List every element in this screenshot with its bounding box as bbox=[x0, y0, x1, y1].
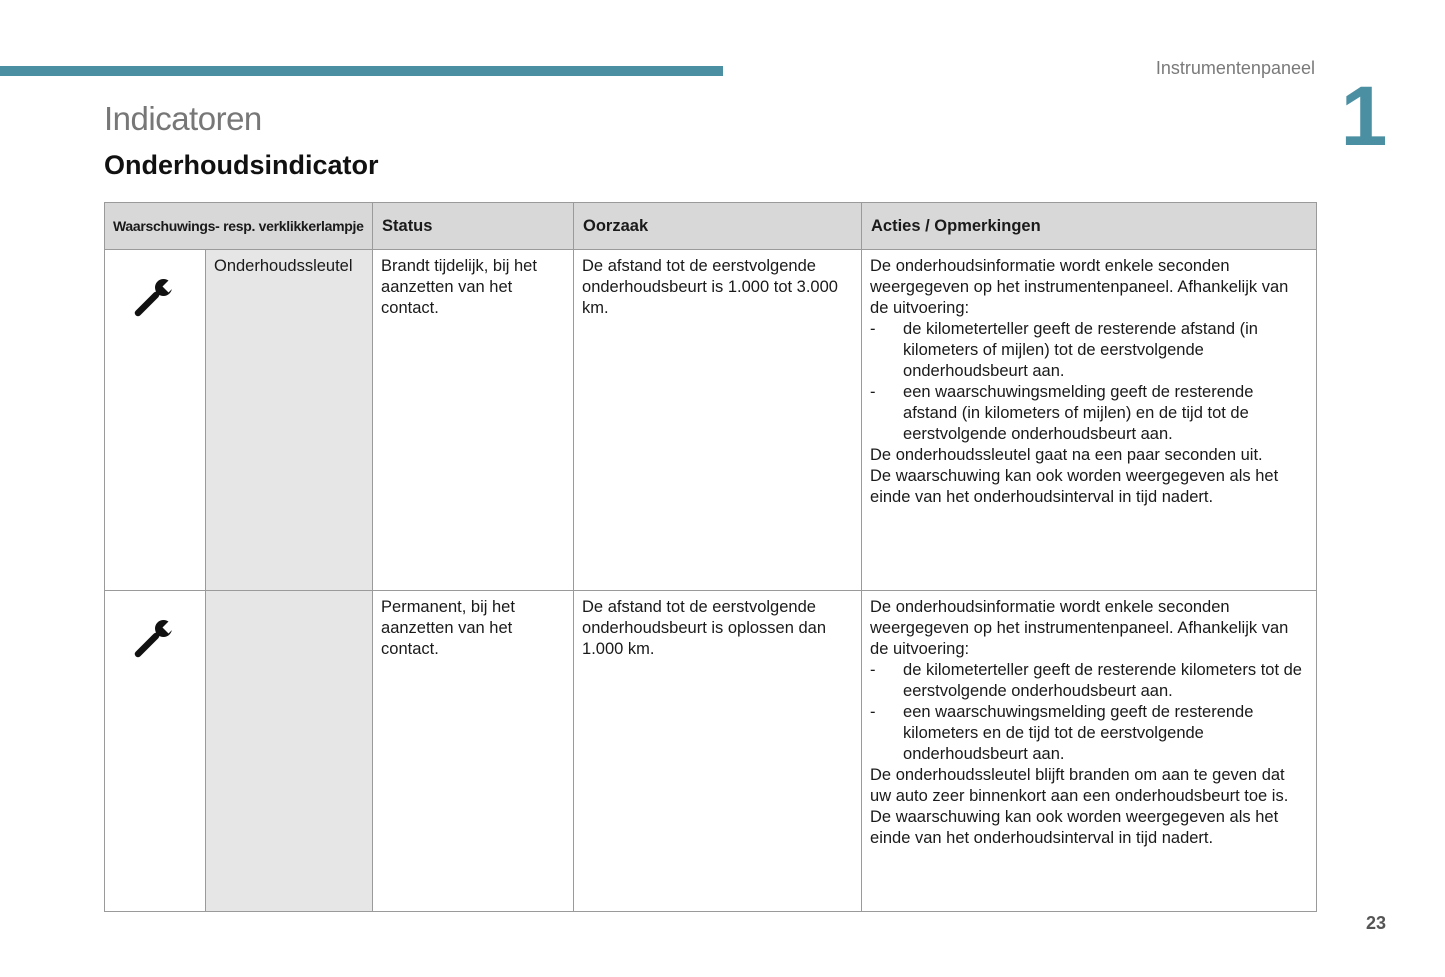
actions-note: De waarschuwing kan ook worden weergegeven als het einde van het onderhoudsinterval in tijd nadert. bbox=[870, 808, 1279, 847]
icon-cell bbox=[105, 250, 206, 591]
cause-cell: De afstand tot de eerstvolgende onderhoudsbeurt is 1.000 tot 3.000 km. bbox=[574, 250, 862, 591]
actions-intro: De onderhoudsinformatie wordt enkele seconden weergegeven op het instrumentenpaneel. Afhankelijk van de uitvoering: bbox=[870, 257, 1289, 317]
status-cell: Brandt tijdelijk, bij het aanzetten van het contact. bbox=[373, 250, 574, 591]
header-cause: Oorzaak bbox=[574, 203, 862, 250]
wrench-icon bbox=[133, 276, 177, 320]
list-item bbox=[870, 660, 1308, 702]
wrench-icon bbox=[133, 617, 177, 661]
actions-note: De onderhoudssleutel gaat na een paar seconden uit. bbox=[870, 446, 1263, 464]
actions-cell bbox=[862, 591, 1317, 912]
lamp-name: Onderhoudssleutel bbox=[206, 250, 373, 591]
bullet-text: een waarschuwingsmelding geeft de resterende kilometers en de tijd tot de eerstvolgende onderhoudsbeurt aan. bbox=[903, 703, 1254, 763]
cause-cell: De afstand tot de eerstvolgende onderhoudsbeurt is oplossen dan 1.000 km. bbox=[574, 591, 862, 912]
header-actions: Acties / Opmerkingen bbox=[862, 203, 1317, 250]
table-row bbox=[105, 591, 1317, 912]
header-lamp: Waarschuwings- resp. verklikkerlampje bbox=[105, 203, 373, 250]
page-title: Indicatoren bbox=[104, 100, 262, 137]
bullet-dash: - bbox=[870, 320, 876, 338]
page-subtitle: Onderhoudsindicator bbox=[104, 150, 379, 180]
lamp-name bbox=[206, 591, 373, 912]
actions-cell bbox=[862, 250, 1317, 591]
indicator-table bbox=[104, 202, 1317, 912]
header-status: Status bbox=[373, 203, 574, 250]
bullet-text: de kilometerteller geeft de resterende afstand (in kilometers of mijlen) tot de eerstvolgende onderhoudsbeurt aan. bbox=[903, 320, 1258, 380]
page-number: 23 bbox=[1365, 913, 1386, 933]
bullet-dash: - bbox=[870, 383, 876, 401]
list-item bbox=[870, 702, 1308, 765]
bullet-text: de kilometerteller geeft de resterende kilometers tot de eerstvolgende onderhoudsbeurt aan. bbox=[903, 661, 1302, 700]
top-accent-bar bbox=[0, 66, 723, 76]
icon-cell bbox=[105, 591, 206, 912]
actions-note: De onderhoudssleutel blijft branden om aan te geven dat uw auto zeer binnenkort aan een onderhoudsbeurt toe is. bbox=[870, 766, 1289, 805]
list-item bbox=[870, 382, 1308, 445]
bullet-dash: - bbox=[870, 703, 876, 721]
chapter-number: 1 bbox=[1340, 69, 1388, 163]
bullet-text: een waarschuwingsmelding geeft de resterende afstand (in kilometers of mijlen) en de tijd tot de eerstvolgende onderhoudsbeurt aan. bbox=[903, 383, 1254, 443]
bullet-dash: - bbox=[870, 661, 876, 679]
actions-intro: De onderhoudsinformatie wordt enkele seconden weergegeven op het instrumentenpaneel. Afhankelijk van de uitvoering: bbox=[870, 598, 1289, 658]
section-name: Instrumentenpaneel bbox=[1155, 58, 1315, 78]
table-row bbox=[105, 250, 1317, 591]
actions-note: De waarschuwing kan ook worden weergegeven als het einde van het onderhoudsinterval in tijd nadert. bbox=[870, 467, 1279, 506]
table-header-row bbox=[105, 203, 1317, 250]
list-item bbox=[870, 319, 1308, 382]
status-cell: Permanent, bij het aanzetten van het contact. bbox=[373, 591, 574, 912]
